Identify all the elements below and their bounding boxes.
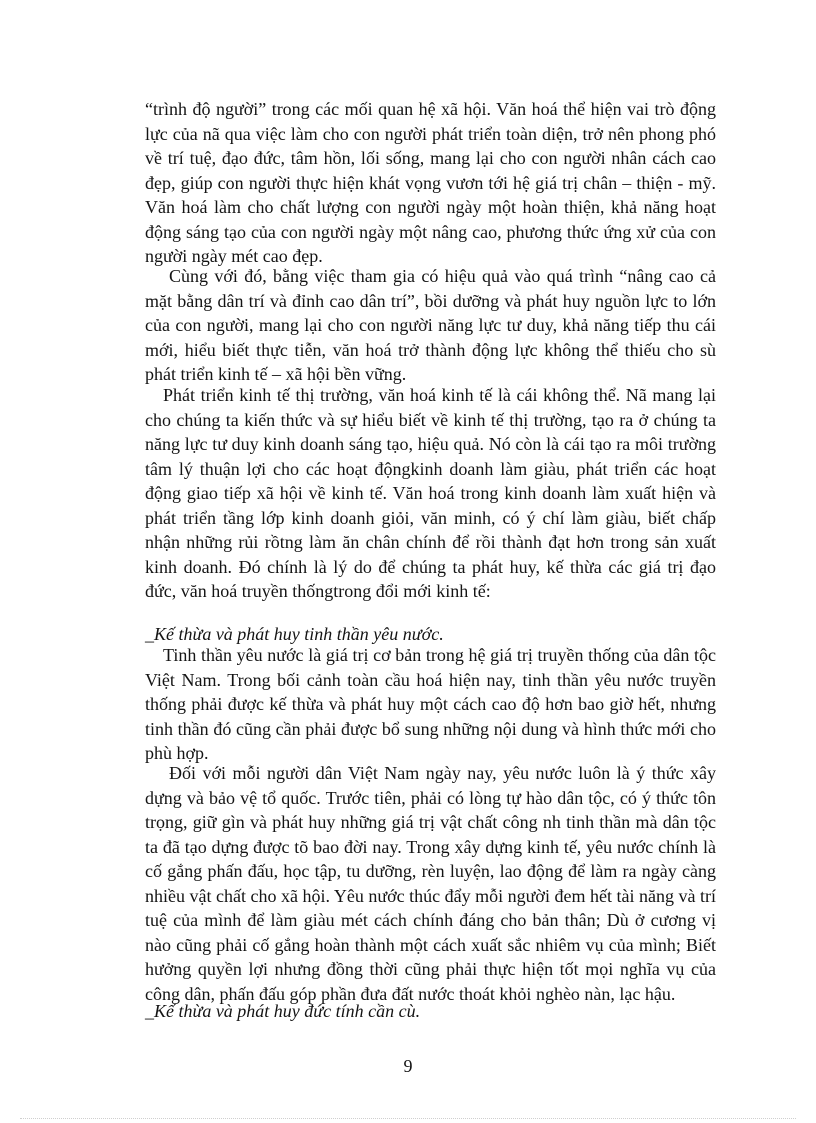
heading-patriotism: _Kế thừa và phát huy tinh thần yêu nước. [145,624,444,644]
heading-diligence: _Kế thừa và phát huy đức tính cần cù. [145,1001,421,1021]
paragraph-patriotism-value: Tinh thần yêu nước là giá trị cơ bản trong hệ giá trị truyền thống của dân tộc Việt Nam. Trong bối cảnh toàn cầu hoá hiện nay, tinh thần yêu nước truyền thống phải được kế thừa và phát huy một cách cao độ hơn bao giờ hết, nhưng tinh thần đó cũng cần phải được bổ sung những nội dung và hình thức mới cho phù hợp. [145,645,716,763]
paragraph-education-resources: Cùng với đó, bằng việc tham gia có hiệu quả vào quá trình “nâng cao cả mặt bằng dân trí và đỉnh cao dân trí”, bồi dưỡng và phát huy nguồn lực to lớn của con người, mang lại cho con người năng lực tư duy, khả năng tiếp thu cái mới, hiểu biết thực tiễn, văn hoá trở thành động lực không thể thiếu cho sù phát triển kinh tế – xã hội bền vững. [145,266,716,384]
paragraph-market-economy: Phát triển kinh tế thị trường, văn hoá kinh tế là cái không thể. Nã mang lại cho chúng ta kiến thức và sự hiểu biết về kinh tế thị trường, tạo ra ở chúng ta năng lực tư duy kinh doanh sáng tạo, hiệu quả. Nó còn là cái tạo ra môi trường tâm lý thuận lợi cho các hoạt độngkinh doanh làm giàu, phát triển các hoạt động giao tiếp xã hội về kinh tế. Văn hoá trong kinh doanh làm xuất hiện và phát triển tầng lớp kinh doanh giỏi, văn minh, có ý chí làm giàu, biết chấp nhận những rủi rồtng làm ăn chân chính để rồi thành đạt hơn trong sản xuất kinh doanh. Đó chính là lý do để chúng ta phát huy, kế thừa các giá trị đạo đức, văn hoá truyền thốngtrong đổi mới kinh tế: [145,385,716,601]
page-bottom-divider [20,1118,796,1119]
page-number: 9 [403,1056,413,1076]
paragraph-culture-role: “trình độ người” trong các mối quan hệ xã hội. Văn hoá thể hiện vai trò động lực của nã qua việc làm cho con người phát triển toàn diện, trở nên phong phó về trí tuệ, đạo đức, tâm hồn, lối sống, mang lại cho con người nhân cách cao đẹp, giúp con người thực hiện khát vọng vươn tới hệ giá trị chân – thiện - mỹ. Văn hoá làm cho chất lượng con người ngày một hoàn thiện, khả năng hoạt động sáng tạo của con người ngày một nâng cao, phương thức ứng xử của con người ngày mét cao đẹp. [145,99,716,266]
paragraph-patriotism-today: Đối với mỗi người dân Việt Nam ngày nay, yêu nước luôn là ý thức xây dựng và bảo vệ tổ quốc. Trước tiên, phải có lòng tự hào dân tộc, có ý thức tôn trọng, giữ gìn và phát huy những giá trị vật chất công nh tinh thần mà dân tộc ta đã tạo dựng được tõ bao đời nay. Trong xây dựng kinh tế, yêu nước chính là cố gắng phấn đấu, học tập, tu dưỡng, rèn luyện, lao động để làm ra ngày càng nhiều vật chất cho xã hội. Yêu nước thúc đẩy mỗi người đem hết tài năng và trí tuệ của mình để làm giàu mét cách chính đáng cho bản thân; Dù ở cương vị nào cũng phải cố gắng hoàn thành một cách xuất sắc nhiêm vụ của mình; Biết hưởng quyền lợi nhưng đồng thời cũng phải thực hiện tốt mọi nghĩa vụ của công dân, phấn đấu góp phần đưa đất nước thoát khỏi nghèo nàn, lạc hậu. [145,763,716,1004]
